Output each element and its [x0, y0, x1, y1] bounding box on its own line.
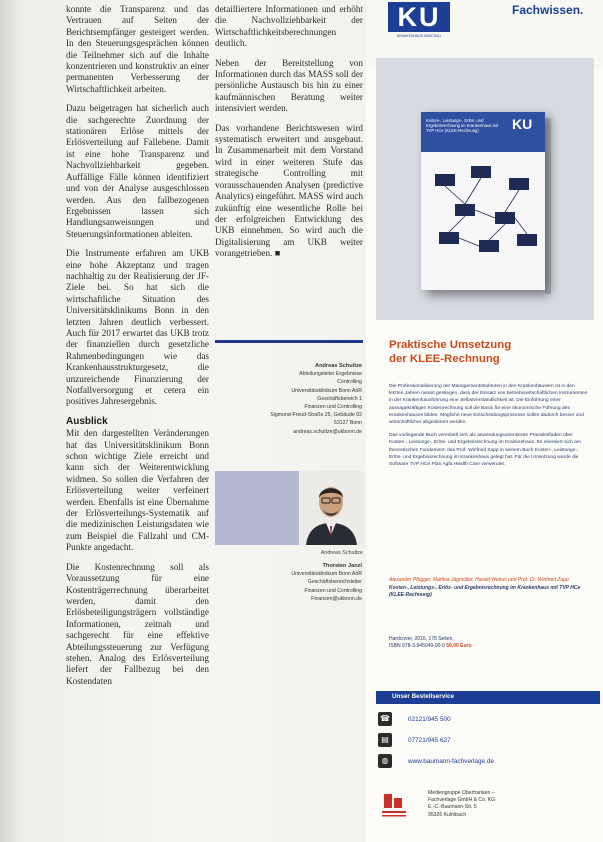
author-line: Controlling	[337, 379, 362, 386]
author-box-schultze	[230, 362, 362, 436]
publisher-line: E.-C.-Baumann-Str. 5	[428, 804, 477, 811]
author-email: andreas.schultze@ukbonn.de	[293, 428, 362, 435]
ad-heading-line: der KLEE-Rechnung	[389, 353, 500, 365]
author-name: Thorsten Janzl	[322, 563, 362, 569]
ad-heading-line: Praktische Umsetzung	[389, 339, 512, 351]
book-spine	[545, 118, 551, 294]
paragraph: Neben der Bereitstellung von Informationen durch das MASS soll der persönliche Austausch bis hin zu einer kaufmännischen Beratung weiter intensiviert werden.	[215, 57, 363, 114]
author-line: Sigmund-Freud-Straße 25, Gebäude 02	[270, 412, 362, 419]
section-heading-ausblick: Ausblick	[66, 415, 108, 427]
book-ku-logo: KU	[512, 116, 533, 132]
tagline: Fachwissen.	[512, 3, 584, 17]
paragraph: Dazu beigetragen hat sicherlich auch die sachgerechte Zuordnung der stationären Erlöse mittels der Erlösverteilung auf Fallebene. Damit ist eine hohe Transparenz und Nachvollziehbarkeit gegeben. Auffällige Fälle können identifiziert und von der Analyse ausgeschlossen werden. Aus den fallbezogenen Ergebnissen lassen sich Handlungsanweisungen und Steuerungsinformationen ableiten.	[66, 103, 209, 239]
paragraph: detailliertere Informationen und erhöht die Nachvollziehbarkeit der Wirtschaftlichkeitsberechnungen deutlich.	[215, 4, 363, 49]
paragraph: Die Kostenrechnung soll als Voraussetzung für eine Kostenträgerrechnung überarbeitet werden, damit den Erlösbeteiligungsträgern vollständige Informationen, zeitnah und sachgerecht für eine effektive Abteilungssteuerung zur Verfügung stehen. Analog des Erlösverteilung liefert der Fallbezug bei den Kostendaten	[66, 561, 209, 686]
author-photo	[300, 471, 363, 545]
ad-paragraph: Die Professionalisierung der Managementstrukturen in den Krankenhäusern ist in den letzten Jahren rasant gestiegen, dass der Einsatz von betriebswirtschaftlichen Instrumenten in der Krankenhausführung eine Selbstverständlichkeit ist. Die Einführung einer aussagekräftigen Kostenrechnung soll die Basis für eine ökonomische Führung des Krankenhauses bilden. Mögliche neue Entscheidungsprozesse sollen dadurch besser und wirtschaftlicher abgestimmt werden.	[389, 384, 588, 426]
article-end-rule	[215, 340, 363, 343]
author-line: Universitätsklinikum Bonn AöR	[291, 571, 362, 578]
ad-paragraph: Das vorliegende Buch vermittelt sich als anwendungsorientierter Praxisleitfaden über Kosten-, Leistungs-, Erlös- und Ergebnisrechnung im Krankenhaus. Es orientiert sich am theoretischen Fundament, das Prof. Winfried Zapp in seinem Buch Kosten-, Leistungs-, Erlös- und Ergebnisrechnung im Krankenhaus gelegt hat. Für die Umsetzung wurde die Software TVP HCe Plan Agfa Health Care verwendet.	[389, 433, 581, 468]
author-line: Geschäftsbereichsleiter	[307, 579, 362, 586]
photo-placeholder	[215, 471, 299, 545]
author-line: Geschäftsbereich 1	[317, 395, 362, 402]
paragraph: Das vorhandene Berichtswesen wird systematisch erweitert und ausgebaut. In Zusammenarbeit mit dem Vorstand wird in einer weiteren Stufe das strategische Controlling mit vorausschauenden Analysen (predictive Analytics) eingeführt. MASS wird auch zukünftig eine wesentliche Rolle bei der erfolgreichen Entwicklung des UKB einnehmen. So wird auch die Digitalisierung am UKB weiter vorangetrieben. ■	[215, 122, 363, 259]
ad-book-authors	[389, 577, 589, 600]
author-line: Abteilungsleiter Ergebnisse	[299, 371, 362, 378]
fax-icon: ▤	[378, 733, 392, 747]
ku-logo-subtitle: KRANKENHAUS UMSCHAU	[397, 34, 441, 38]
globe-icon: ◍	[378, 754, 392, 768]
book-price: 59,00 Euro	[446, 643, 472, 650]
order-fax: 07721/945 627	[408, 737, 451, 744]
photo-caption: Andreas Schultze	[320, 550, 363, 556]
order-web[interactable]: www.baumann-fachverlage.de	[408, 758, 494, 765]
ad-book-meta	[389, 636, 589, 651]
order-service-label: Unser Bestellservice	[392, 693, 454, 700]
article-column-2	[215, 4, 363, 268]
ad-body	[389, 383, 589, 474]
publisher-logo-icon	[380, 792, 408, 818]
book-isbn: ISBN 978-3-945049-00-0	[389, 643, 445, 650]
phone-icon: ☎	[378, 712, 392, 726]
book-authors: Alexander Pfügger, Martina Jägmüller, Harald Webus und Prof. Dr. Winfried Zapp	[389, 577, 569, 583]
author-line: Finanzen@ukbonn.de	[311, 595, 362, 602]
publisher-line: Fachverlage GmbH & Co. KG	[428, 797, 496, 804]
author-line: Finanzen und Controlling	[304, 404, 362, 411]
book-full-title: Kosten-, Leistungs-, Erlös- und Ergebnisrechnung im Krankenhaus mit TVP HCe (KLEE-Rechnung)	[389, 584, 581, 599]
publisher-line: Mediengruppe Oberfranken –	[428, 790, 495, 796]
ad-heading	[389, 338, 589, 366]
author-line: Universitätsklinikum Bonn AöR	[291, 387, 362, 394]
author-line: 53127 Bonn	[334, 420, 362, 427]
paragraph: konnte die Transparenz und das Vertrauen auf Seiten der Berichtsempfänger gesteigert werden. In den Steuerungsgesprächen können die Teilnehmer sich auf die Inhalte konzentrieren und konstruktiv an einer permanenten Verbesserung der Wirtschaftlichkeit arbeiten.	[66, 4, 209, 94]
author-line: Finanzen und Controlling	[304, 587, 362, 594]
paragraph: Mit den dargestellten Veränderungen hat das Universitätsklinikum Bonn schon wichtige Ziele erreicht und kann sich der Weiterentwicklung widmen. So sollen die Verfahren der Erlösverteilung weiter verfeinert werden. Ebenfalls ist eine Übernahme der Erlösverteilungs-Systematik auf die medizinischen Leistungsdaten wie zum Beispiel die Fallzahl und CM-Punkte angedacht.	[66, 428, 209, 553]
book-format: Hardcover, 2016, 178 Seiten,	[389, 636, 454, 642]
author-box-janzl	[214, 562, 362, 603]
ku-logo: KU	[388, 2, 450, 32]
publisher-line: 95326 Kulmbach	[428, 811, 467, 818]
article-column-1	[66, 4, 209, 695]
publisher-address	[428, 790, 495, 819]
book-cover-diagram	[421, 152, 545, 290]
order-phone: 02121/945 500	[408, 716, 451, 723]
book-cover-title: Kosten-, Leistungs-, Erlös- und Ergebnisrechnung im Krankenhaus mit TVP HCe (KLEE-Rechnung)	[426, 118, 499, 134]
author-name: Andreas Schultze	[315, 363, 362, 369]
paragraph: Die Instrumente erfahren am UKB eine hohe Akzeptanz und tragen nachhaltig zu der Realisierung der JF-Ziele bei. So hat sich die wirtschaftliche Situation des Universitätsklinikums Bonn in den letzten Jahren deutlich verbessert. Auch für 2017 erwartet das UKB trotz der finanziellen durch gesetzliche Rahmenbedingungen wie das Krankenhausstrukturgesetz, die unzureichende Finanzierung der Notfallversorgung et cetera ein positives Jahresergebnis.	[66, 248, 209, 407]
